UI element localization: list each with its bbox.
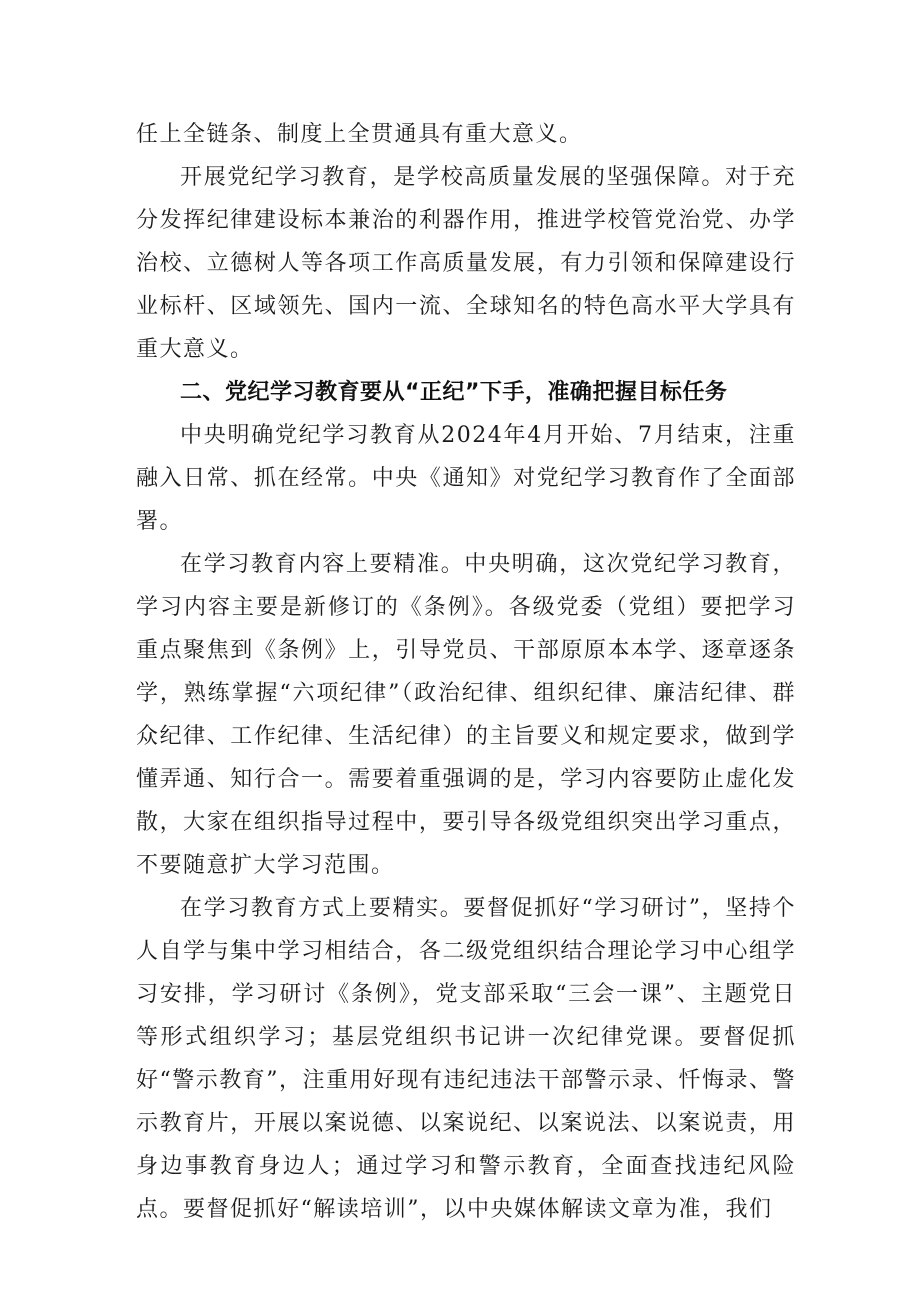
paragraph-study-content: 在学习教育内容上要精准。中央明确，这次党纪学习教育，学习内容主要是新修订的《条例》。各级党委（党组）要把学习重点聚焦到《条例》上，引导党员、干部原原本本学、逐章逐条学，熟练掌握“六项纪律”（政治纪律、组织纪律、廉洁纪律、群众纪律、工作纪律、生活纪律）的主旨要义和规定要求，做到学懂弄通、知行合一。需要着重强调的是，学习内容要防止虚化发散，大家在组织指导过程中，要引导各级党组织突出学习重点，不要随意扩大学习范围。	[136, 552, 796, 878]
paragraph-study-method: 在学习教育方式上要精实。要督促抓好“学习研讨”，坚持个人自学与集中学习相结合，各二级党组织结合理论学习中心组学习安排，学习研讨《条例》，党支部采取“三会一课”、主题党日等形式组织学习；基层党组织书记讲一次纪律党课。要督促抓好“警示教育”，注重用好现有违纪违法干部警示录、忏悔录、警示教育片，开展以案说德、以案说纪、以案说法、以案说责，用身边事教育身边人；通过学习和警示教育，全面查找违纪风险点。要督促抓好“解读培训”，以中央媒体解读文章为准，我们	[136, 896, 796, 1222]
section-heading: 二、党纪学习教育要从“正纪”下手，准确把握目标任务	[180, 380, 728, 405]
paragraph-central-timeline: 中央明确党纪学习教育从2024年4月开始、7月结束，注重融入日常、抓在经常。中央《通知》对党纪学习教育作了全面部署。	[136, 423, 796, 534]
paragraph-school-development: 开展党纪学习教育，是学校高质量发展的坚强保障。对于充分发挥纪律建设标本兼治的利器作用，推进学校管党治党、办学治校、立德树人等各项工作高质量发展，有力引领和保障建设行业标杆、区域领先、国内一流、全球知名的特色高水平大学具有重大意义。	[136, 165, 796, 362]
paragraph-continuation: 任上全链条、制度上全贯通具有重大意义。	[136, 122, 583, 147]
document-body	[136, 113, 796, 1231]
